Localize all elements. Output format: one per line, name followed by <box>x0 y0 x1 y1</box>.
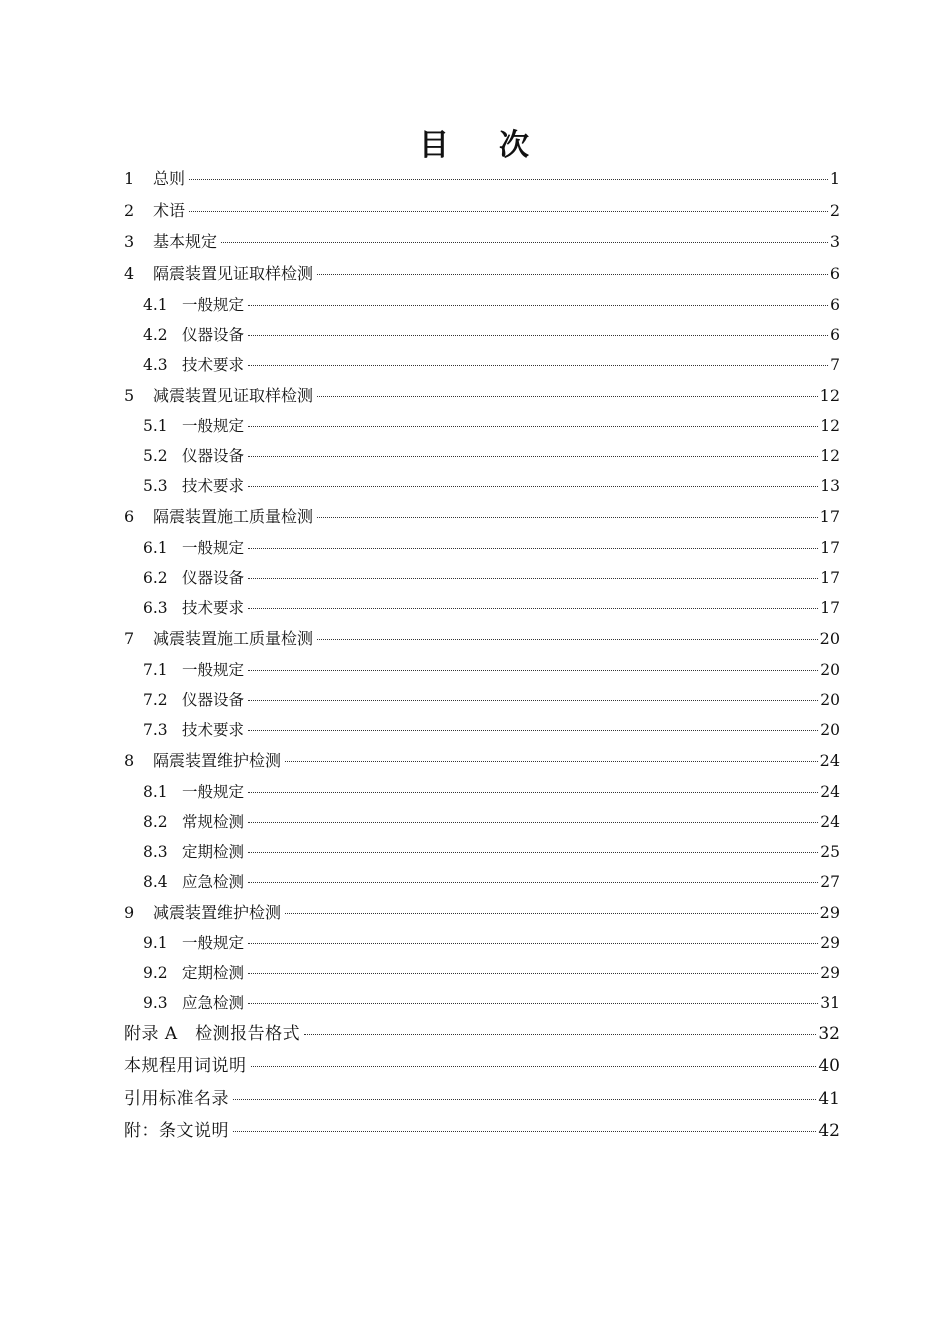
toc-page-number: 12 <box>819 385 840 405</box>
toc-entry-8-1[interactable] <box>124 778 840 808</box>
toc-entry-9-1[interactable] <box>124 929 840 959</box>
toc-entry-number: 2 <box>124 200 135 220</box>
toc-dot-leader <box>189 211 828 212</box>
toc-entry-4-3[interactable] <box>124 351 840 381</box>
toc-title <box>0 120 950 164</box>
toc-entry-6-2[interactable] <box>124 564 840 594</box>
toc-page-number: 31 <box>820 994 840 1013</box>
toc-entry-number: 6.3 <box>143 599 168 618</box>
table-of-contents <box>124 164 840 1148</box>
toc-dot-leader <box>317 639 818 640</box>
toc-entry-number: 6 <box>124 507 135 527</box>
toc-page-number: 6 <box>830 325 840 344</box>
toc-entry-5[interactable] <box>124 381 840 413</box>
toc-entry-label: 隔震装置施工质量检测 <box>153 507 314 527</box>
toc-entry-8-4[interactable] <box>124 868 840 898</box>
toc-entry-label: 仪器设备 <box>182 325 245 344</box>
toc-entry-label: 附录 A 检测报告格式 <box>124 1024 301 1045</box>
toc-page-number: 40 <box>818 1056 840 1077</box>
toc-dot-leader <box>248 335 828 336</box>
toc-page-number: 17 <box>820 599 840 618</box>
toc-entry-number: 6.2 <box>143 569 168 588</box>
toc-entry-label: 减震装置施工质量检测 <box>153 629 314 649</box>
toc-entry-8-3[interactable] <box>124 838 840 868</box>
toc-page-number: 17 <box>820 539 840 558</box>
toc-entry-number: 7.1 <box>143 660 168 679</box>
toc-entry-number: 5.2 <box>143 447 168 466</box>
toc-dot-leader <box>248 822 818 823</box>
toc-entry-8-2[interactable] <box>124 808 840 838</box>
toc-entry-number: 4.2 <box>143 325 168 344</box>
toc-page-number: 25 <box>820 842 840 861</box>
toc-dot-leader <box>248 548 818 549</box>
toc-entry-number: 4.3 <box>143 355 168 374</box>
toc-page-number: 24 <box>819 750 840 770</box>
toc-entry-number: 9.2 <box>143 964 168 983</box>
toc-page-number: 12 <box>820 447 840 466</box>
toc-entry-label: 一般规定 <box>182 782 245 801</box>
toc-entry-appendix-30[interactable] <box>124 1084 840 1116</box>
toc-page-number: 27 <box>820 872 840 891</box>
toc-entry-number: 5.1 <box>143 417 168 436</box>
toc-dot-leader <box>248 792 818 793</box>
toc-page-number: 29 <box>820 934 840 953</box>
toc-entry-label: 一般规定 <box>182 660 245 679</box>
toc-dot-leader <box>285 761 818 762</box>
toc-page-number: 20 <box>820 660 840 679</box>
toc-dot-leader <box>233 1099 816 1100</box>
toc-page-number: 20 <box>819 629 840 649</box>
toc-page-number: 20 <box>820 720 840 739</box>
toc-entry-2[interactable] <box>124 196 840 228</box>
toc-entry-number: 8.1 <box>143 782 168 801</box>
toc-entry-number: 8.3 <box>143 842 168 861</box>
toc-dot-leader <box>233 1131 816 1132</box>
toc-page-number: 29 <box>820 964 840 983</box>
toc-entry-label: 减震装置见证取样检测 <box>153 385 314 405</box>
toc-entry-label: 一般规定 <box>182 934 245 953</box>
toc-dot-leader <box>248 456 818 457</box>
toc-dot-leader <box>317 517 818 518</box>
toc-entry-label: 一般规定 <box>182 417 245 436</box>
toc-entry-appendix-28[interactable] <box>124 1019 840 1051</box>
toc-page-number: 41 <box>818 1088 840 1109</box>
toc-page-number: 13 <box>820 477 840 496</box>
toc-entry-label: 技术要求 <box>182 355 245 374</box>
toc-entry-label: 定期检测 <box>182 842 245 861</box>
toc-entry-7-3[interactable] <box>124 716 840 746</box>
toc-entry-5-2[interactable] <box>124 442 840 472</box>
toc-entry-number: 8.4 <box>143 872 168 891</box>
toc-dot-leader <box>248 305 828 306</box>
toc-page-number: 20 <box>820 690 840 709</box>
title-char-1: 目 <box>419 128 451 163</box>
toc-entry-1[interactable] <box>124 164 840 196</box>
toc-entry-number: 8.2 <box>143 812 168 831</box>
toc-entry-label: 隔震装置维护检测 <box>153 750 282 770</box>
toc-dot-leader <box>248 578 818 579</box>
toc-entry-4-2[interactable] <box>124 321 840 351</box>
toc-entry-label: 应急检测 <box>182 994 245 1013</box>
toc-page-number: 24 <box>820 812 840 831</box>
toc-entry-number: 9.1 <box>143 934 168 953</box>
toc-entry-number: 9 <box>124 902 135 922</box>
toc-entry-number: 3 <box>124 232 135 252</box>
toc-dot-leader <box>248 852 818 853</box>
toc-dot-leader <box>248 1003 818 1004</box>
toc-entry-label: 应急检测 <box>182 872 245 891</box>
toc-page-number: 17 <box>820 569 840 588</box>
toc-page-number: 7 <box>830 355 840 374</box>
toc-page-number: 6 <box>829 264 840 284</box>
toc-dot-leader <box>248 700 818 701</box>
toc-entry-number: 6.1 <box>143 539 168 558</box>
toc-page-number: 29 <box>819 902 840 922</box>
toc-entry-4-1[interactable] <box>124 291 840 321</box>
toc-entry-number: 4.1 <box>143 295 168 314</box>
toc-entry-label: 本规程用词说明 <box>124 1056 247 1077</box>
toc-entry-label: 定期检测 <box>182 964 245 983</box>
toc-entry-label: 技术要求 <box>182 720 245 739</box>
toc-dot-leader <box>317 274 828 275</box>
toc-entry-number: 9.3 <box>143 994 168 1013</box>
toc-entry-label: 仪器设备 <box>182 569 245 588</box>
toc-entry-5-3[interactable] <box>124 472 840 502</box>
toc-entry-label: 总则 <box>153 169 186 188</box>
toc-entry-label: 一般规定 <box>182 539 245 558</box>
title-char-2: 次 <box>499 128 531 163</box>
toc-dot-leader <box>304 1034 816 1035</box>
toc-entry-number: 1 <box>124 169 135 188</box>
toc-page-number: 24 <box>820 782 840 801</box>
toc-entry-label: 附：条文说明 <box>124 1121 229 1142</box>
toc-dot-leader <box>285 913 818 914</box>
toc-entry-label: 减震装置维护检测 <box>153 902 282 922</box>
toc-dot-leader <box>248 882 818 883</box>
toc-entry-label: 引用标准名录 <box>124 1088 229 1109</box>
toc-entry-label: 基本规定 <box>153 232 218 252</box>
toc-dot-leader <box>248 670 818 671</box>
toc-dot-leader <box>248 426 818 427</box>
toc-dot-leader <box>248 486 818 487</box>
toc-entry-6[interactable] <box>124 502 840 534</box>
toc-entry-9-2[interactable] <box>124 959 840 989</box>
toc-dot-leader <box>221 242 828 243</box>
toc-dot-leader <box>251 1066 817 1067</box>
toc-entry-label: 技术要求 <box>182 477 245 496</box>
toc-dot-leader <box>248 973 818 974</box>
toc-page-number: 32 <box>818 1024 840 1045</box>
toc-entry-label: 仪器设备 <box>182 447 245 466</box>
toc-page-number: 12 <box>820 417 840 436</box>
toc-entry-8[interactable] <box>124 746 840 778</box>
toc-page-number: 17 <box>819 507 840 527</box>
toc-entry-number: 7 <box>124 629 135 649</box>
toc-entry-appendix-29[interactable] <box>124 1051 840 1083</box>
toc-dot-leader <box>317 396 818 397</box>
toc-entry-label: 仪器设备 <box>182 690 245 709</box>
toc-dot-leader <box>248 943 818 944</box>
toc-page-number: 6 <box>830 295 840 314</box>
toc-entry-label: 技术要求 <box>182 599 245 618</box>
toc-entry-9-3[interactable] <box>124 989 840 1019</box>
toc-entry-number: 8 <box>124 750 135 770</box>
toc-entry-number: 5.3 <box>143 477 168 496</box>
toc-entry-3[interactable] <box>124 227 840 259</box>
toc-dot-leader <box>189 179 828 180</box>
toc-entry-label: 常规检测 <box>182 812 245 831</box>
toc-entry-label: 术语 <box>153 200 186 220</box>
toc-entry-7[interactable] <box>124 624 840 656</box>
toc-entry-number: 7.2 <box>143 690 168 709</box>
toc-entry-number: 4 <box>124 264 135 284</box>
toc-page-number: 3 <box>829 232 840 252</box>
toc-entry-number: 7.3 <box>143 720 168 739</box>
toc-entry-4[interactable] <box>124 259 840 291</box>
toc-entry-label: 隔震装置见证取样检测 <box>153 264 314 284</box>
toc-entry-5-1[interactable] <box>124 412 840 442</box>
toc-dot-leader <box>248 365 828 366</box>
toc-entry-number: 5 <box>124 385 135 405</box>
toc-dot-leader <box>248 608 818 609</box>
toc-entry-appendix-31[interactable] <box>124 1116 840 1148</box>
toc-entry-7-1[interactable] <box>124 656 840 686</box>
toc-entry-6-3[interactable] <box>124 594 840 624</box>
toc-page-number: 1 <box>829 169 840 188</box>
toc-entry-label: 一般规定 <box>182 295 245 314</box>
toc-entry-6-1[interactable] <box>124 534 840 564</box>
toc-page-number: 42 <box>818 1121 840 1142</box>
toc-page-number: 2 <box>829 200 840 220</box>
toc-dot-leader <box>248 730 818 731</box>
toc-entry-7-2[interactable] <box>124 686 840 716</box>
toc-entry-9[interactable] <box>124 898 840 930</box>
